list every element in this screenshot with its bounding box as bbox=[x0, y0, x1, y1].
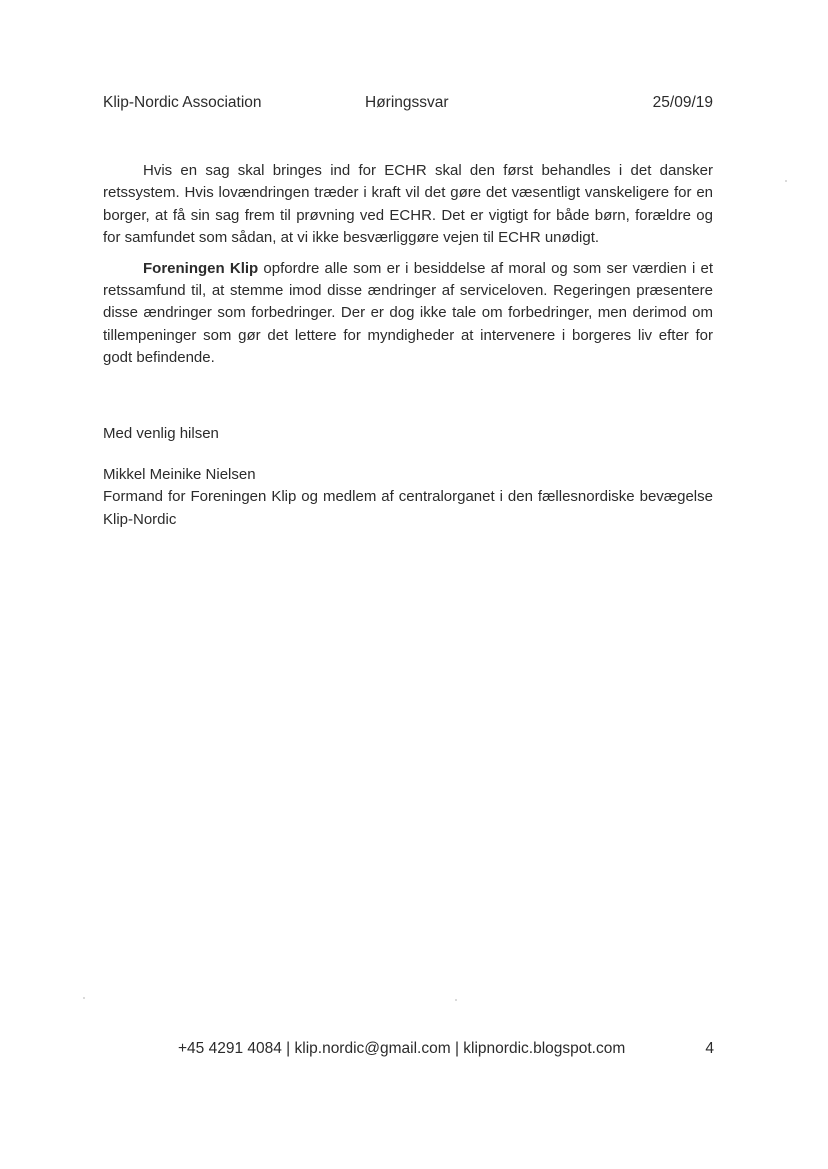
paragraph-rest: opfordre alle som er i besiddelse af moral og som ser værdien i et retssamfund til, at stemme imod disse ændringer af serviceloven. Regeringen præsentere disse ændringer som forbedringer. Der er dog ikke tale om forbedringer, men derimod om tillempeninger som gør det lettere for myndigheder at intervenere i borgeres liv efter for godt befindende. bbox=[103, 259, 714, 367]
header-organization: Klip-Nordic Association bbox=[103, 94, 262, 111]
scan-speck bbox=[83, 997, 85, 999]
signature-block bbox=[103, 464, 713, 531]
scan-speck bbox=[455, 999, 457, 1001]
header-document-type: Høringssvar bbox=[365, 94, 449, 111]
header-date: 25/09/19 bbox=[652, 94, 713, 111]
body-text bbox=[103, 160, 713, 378]
paragraph-call-to-action bbox=[103, 258, 713, 370]
page-number: 4 bbox=[705, 1040, 714, 1057]
page-footer bbox=[178, 1040, 714, 1060]
signer-title: Formand for Foreningen Klip og medlem af centralorganet i den fællesnordiske bevægelse Klip-Nordic bbox=[103, 488, 713, 528]
signer-name: Mikkel Meinike Nielsen bbox=[103, 466, 256, 483]
closing-greeting: Med venlig hilsen bbox=[103, 425, 219, 442]
paragraph-lead-bold: Foreningen Klip bbox=[143, 259, 259, 277]
footer-contact: +45 4291 4084 | klip.nordic@gmail.com | klipnordic.blogspot.com bbox=[178, 1040, 626, 1057]
paragraph-echr: Hvis en sag skal bringes ind for ECHR skal den først behandles i det dansker retssystem. Hvis lovændringen træder i kraft vil det gøre det væsentligt vanskeligere for en borger, at få sin sag frem til prøvning ved ECHR. Det er vigtigt for både børn, forældre og for samfundet som sådan, at vi ikke besværliggøre vejen til ECHR unødigt. bbox=[103, 162, 713, 247]
page-header bbox=[103, 94, 713, 114]
scan-speck bbox=[785, 180, 787, 182]
